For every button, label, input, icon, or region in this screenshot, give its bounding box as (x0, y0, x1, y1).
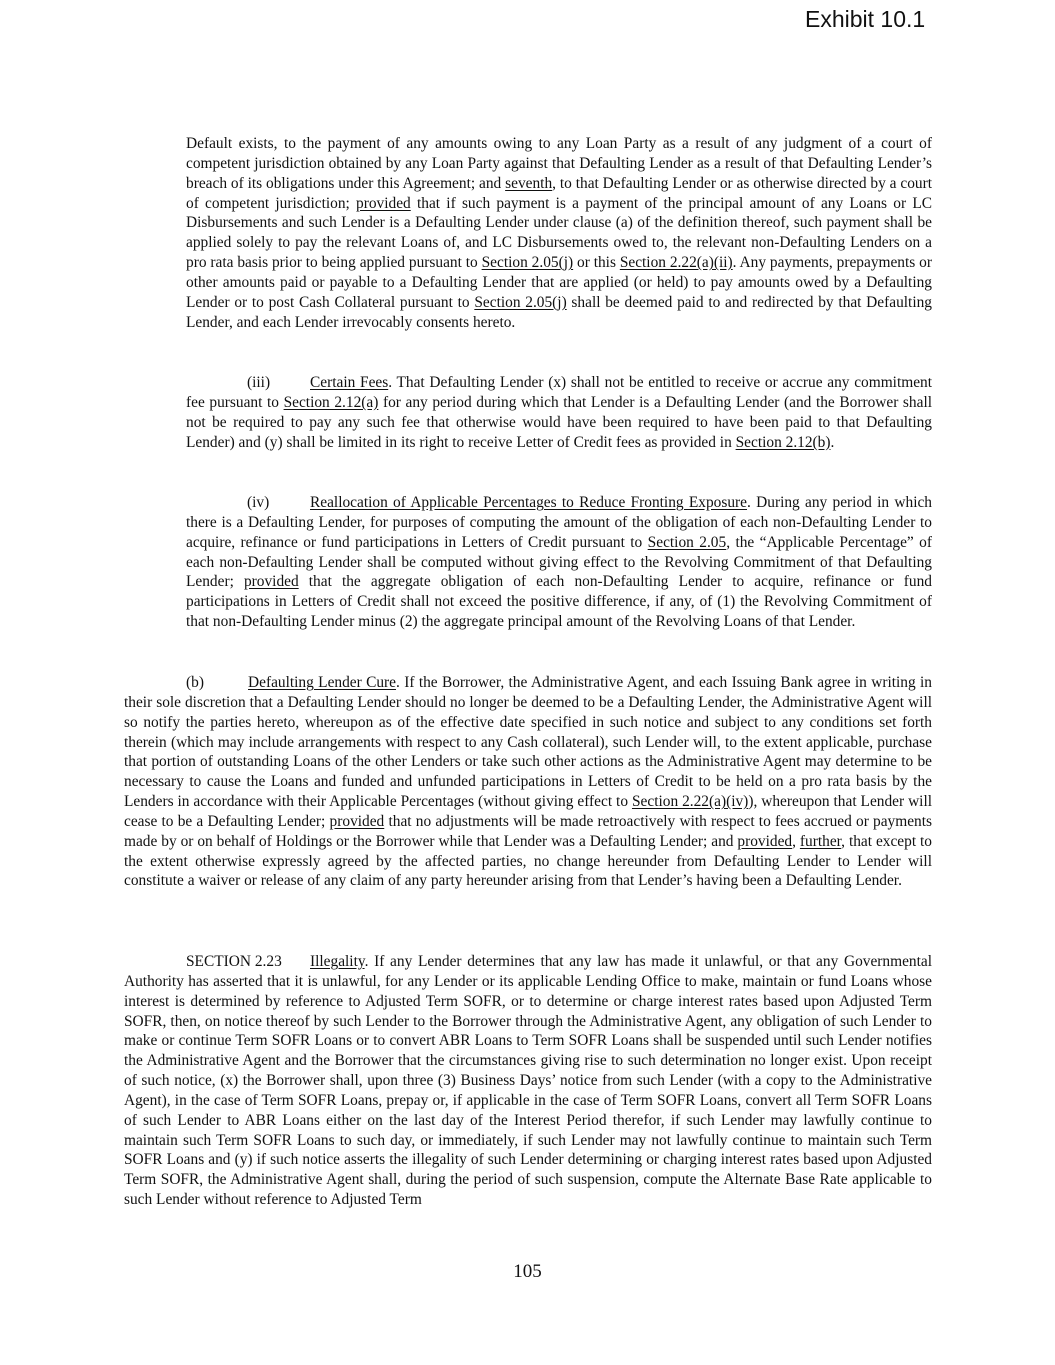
term-further: further (799, 832, 842, 850)
paragraph-continuation: Default exists, to the payment of any amounts owing to any Loan Party as a result of any judgment of a court of competent jurisdiction obtained by any Loan Party against that Defaulting Lender as a result of that Defaulting Lender’s breach of its obligations under this Agreement; and seventh, to that Defaulting Lender or as otherwise directed by a court of competent jurisdiction; provided that if such payment is a payment of the principal amount of any Loans or LC Disbursements and such Lender is a Defaulting Lender under clause (a) of the definition thereof, such payment shall be applied solely to pay the relevant Loans of, and LC Disbursements owed to, the relevant non-Defaulting Lenders on a pro rata basis prior to being applied pursuant to Section 2.05(j) or this Section 2.22(a)(ii). Any payments, prepayments or other amounts paid or payable to a Defaulting Lender that are applied (or held) to pay amounts owed by a Defaulting Lender or to post Cash Collateral pursuant to Section 2.05(j) shall be deemed paid to and redirected by that Defaulting Lender, and each Lender irrevocably consents hereto. (186, 135, 933, 331)
term-provided: provided (356, 194, 411, 212)
term-seventh: seventh (505, 174, 553, 192)
clause-number: (b) (186, 674, 204, 691)
section-ref: Section 2.22(a)(iv) (631, 793, 749, 811)
clause-number: (iv) (247, 494, 270, 511)
clause-number: (iii) (247, 374, 271, 391)
section-ref: Section 2.05 (647, 533, 727, 551)
term-provided: provided (329, 812, 385, 830)
paragraph-section-2-23-illegality: SECTION 2.23 Illegality. If any Lender determines that any law has made it unlawful, or that any Governmental Authority has asserted that it is unlawful, for any Lender or its applicable Lending Office to make, maintain or fund Loans whose interest is determined by reference to Adjusted Term SOFR, or to determine or charge interest rates based upon Adjusted Term SOFR, then, on notice thereof by such Lender to the Borrower through the Administrative Agent, any obligation of such Lender to make or continue Term SOFR Loans or to convert ABR Loans to Term SOFR Loans shall be suspended until such Lender notifies the Administrative Agent and the Borrower that the circumstances giving rise to such determination no longer exist. Upon receipt of such notice, (x) the Borrower shall, upon three (3) Business Days’ notice from such Lender (with a copy to the Administrative Agent), in the case of Term SOFR Loans, prepay or, if applicable in the case of Term SOFR Loans, convert all Term SOFR Loans of such Lender to ABR Loans either on the last day of the Interest Period therefor, if such Lender may lawfully continue to maintain such Term SOFR Loans to such day, or immediately, if such Lender may not lawfully continue to maintain such Term SOFR Loans and (y) if such notice asserts the illegality of such Lender determining or charging interest rates based upon Adjusted Term SOFR, the Administrative Agent shall, during the period of such suspension, compute the Alternate Base Rate applicable to such Lender without reference to Adjusted Term (124, 953, 932, 1209)
term-provided: provided (243, 573, 299, 591)
paragraph-defaulting-lender-cure: (b) Defaulting Lender Cure. If the Borrower, the Administrative Agent, and each Issuing Bank agree in writing in their sole discretion that a Defaulting Lender should no longer be deemed to be a Defaulting Lender, the Administrative Agent will so notify the parties hereto, whereupon as of the effective date specified in such notice and subject to any conditions set forth therein (which may include arrangements with respect to any Cash collateral), such Lender will, to the extent applicable, purchase that portion of outstanding Loans of the other Lenders or take such other actions as the Administrative Agent may determine to be necessary to cause the Loans and funded and unfunded participations in Letters of Credit to be held on a pro rata basis by the Lenders in accordance with their Applicable Percentages (without giving effect to Section 2.22(a)(iv)), whereupon that Lender will cease to be a Defaulting Lender; provided that no adjustments will be made retroactively with respect to fees accrued or payments made by or on behalf of Holdings or the Borrower while that Lender was a Defaulting Lender; and provided, further, that except to the extent otherwise expressly agreed by the affected parties, no change hereunder from Defaulting Lender to Lender will constitute a waiver or release of any claim of any party hereunder arising from that Lender’s having been a Defaulting Lender. (124, 674, 933, 890)
paragraph-certain-fees: (iii) Certain Fees. That Defaulting Lender (x) shall not be entitled to receive or accrue any commitment fee pursuant to Section 2.12(a) for any period during which that Lender is a Defaulting Lender (and the Borrower shall not be required to pay any such fee that otherwise would have been required to have been paid to that Defaulting Lender) and (y) shall be limited in its right to receive Letter of Credit fees as provided in Section 2.12(b). (186, 374, 932, 451)
page-number: 105 (513, 1261, 542, 1282)
exhibit-label: Exhibit 10.1 (805, 6, 926, 32)
clause-heading: Certain Fees (310, 374, 389, 391)
section-ref: Section 2.05(j) (481, 254, 574, 272)
section-ref: Section 2.12(a) (283, 393, 379, 411)
section-ref: Section 2.05(j) (474, 293, 567, 311)
clause-heading: Defaulting Lender Cure (248, 674, 397, 691)
clause-heading: Reallocation of Applicable Percentages to Reduce Fronting Exposure (310, 494, 748, 511)
term-provided: provided (737, 832, 793, 850)
section-ref: Section 2.12(b) (735, 433, 831, 451)
paragraph-reallocation: (iv) Reallocation of Applicable Percentages to Reduce Fronting Exposure. During any period in which there is a Defaulting Lender, for purposes of computing the amount of the obligation of each non-Defaulting Lender to acquire, refinance or fund participations in Letters of Credit pursuant to Section 2.05, the “Applicable Percentage” of each non-Defaulting Lender shall be computed without giving effect to the Revolving Commitment of that Defaulting Lender; provided that the aggregate obligation of each non-Defaulting Lender to acquire, refinance or fund participations in Letters of Credit shall not exceed the positive difference, if any, of (1) the Revolving Commitment of that non-Defaulting Lender minus (2) the aggregate principal amount of the Revolving Loans of that Lender. (186, 494, 932, 631)
section-heading: Illegality (310, 953, 365, 970)
section-number: SECTION 2.23 (186, 953, 282, 970)
section-ref: Section 2.22(a)(ii) (619, 254, 733, 272)
